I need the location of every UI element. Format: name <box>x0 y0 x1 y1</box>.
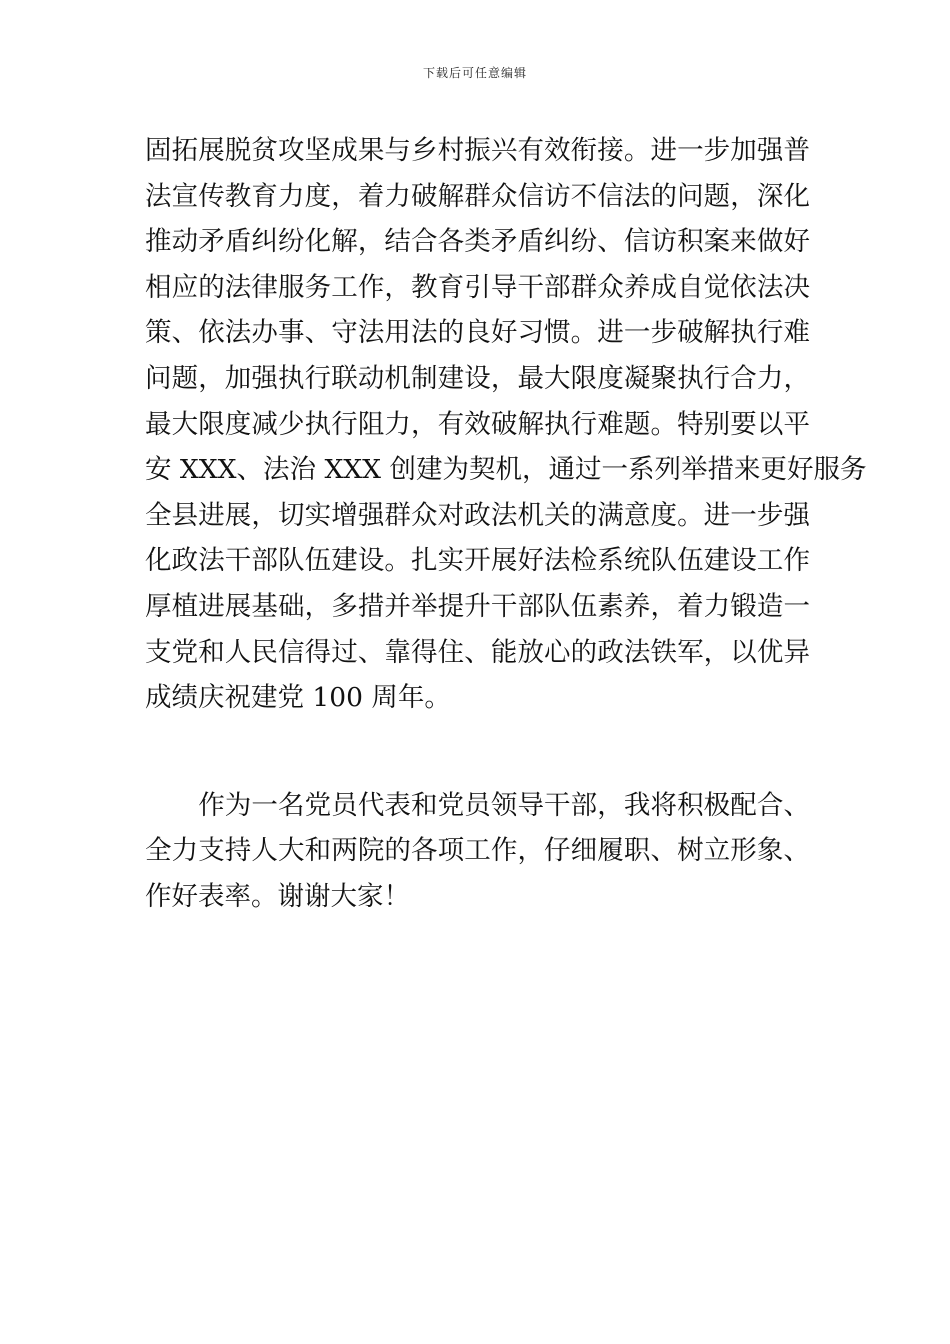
paragraph-line: 作好表率。谢谢大家！ <box>145 880 410 912</box>
paragraph-line: 成绩庆祝建党 100 周年。 <box>145 682 451 714</box>
document-body <box>145 128 867 920</box>
page-header-note: 下载后可任意编辑 <box>422 66 527 80</box>
paragraph-1 <box>145 128 867 721</box>
paragraph-line: 全力支持人大和两院的各项工作，仔细履职、树立形象、 <box>145 835 810 867</box>
paragraph-line: 策、依法办事、守法用法的良好习惯。进一步破解执行难 <box>145 317 810 349</box>
paragraph-line: 厚植进展基础，多措并举提升干部队伍素养，着力锻造一 <box>145 590 810 622</box>
paragraph-line: 作为一名党员代表和党员领导干部，我将积极配合、 <box>145 789 810 821</box>
paragraph-line: 问题，加强执行联动机制建设，最大限度凝聚执行合力， <box>145 362 810 394</box>
paragraph-line: 相应的法律服务工作，教育引导干部群众养成自觉依法决 <box>145 271 810 303</box>
paragraph-line: 安 XXX、法治 XXX 创建为契机，通过一系列举措来更好服务 <box>145 454 867 486</box>
paragraph-line: 推动矛盾纠纷化解，结合各类矛盾纠纷、信访积案来做好 <box>145 226 810 258</box>
paragraph-line: 固拓展脱贫攻坚成果与乡村振兴有效衔接。进一步加强普 <box>145 135 810 166</box>
paragraph-spacer <box>145 721 810 783</box>
paragraph-line: 最大限度减少执行阻力，有效破解执行难题。特别要以平 <box>145 408 810 440</box>
paragraph-line: 化政法干部队伍建设。扎实开展好法检系统队伍建设工作 <box>145 545 810 577</box>
paragraph-line: 法宣传教育力度，着力破解群众信访不信法的问题，深化 <box>145 180 810 212</box>
paragraph-line: 支党和人民信得过、靠得住、能放心的政法铁军，以优异 <box>145 636 810 668</box>
paragraph-line: 全县进展，切实增强群众对政法机关的满意度。进一步强 <box>145 499 810 531</box>
paragraph-2 <box>145 783 810 920</box>
